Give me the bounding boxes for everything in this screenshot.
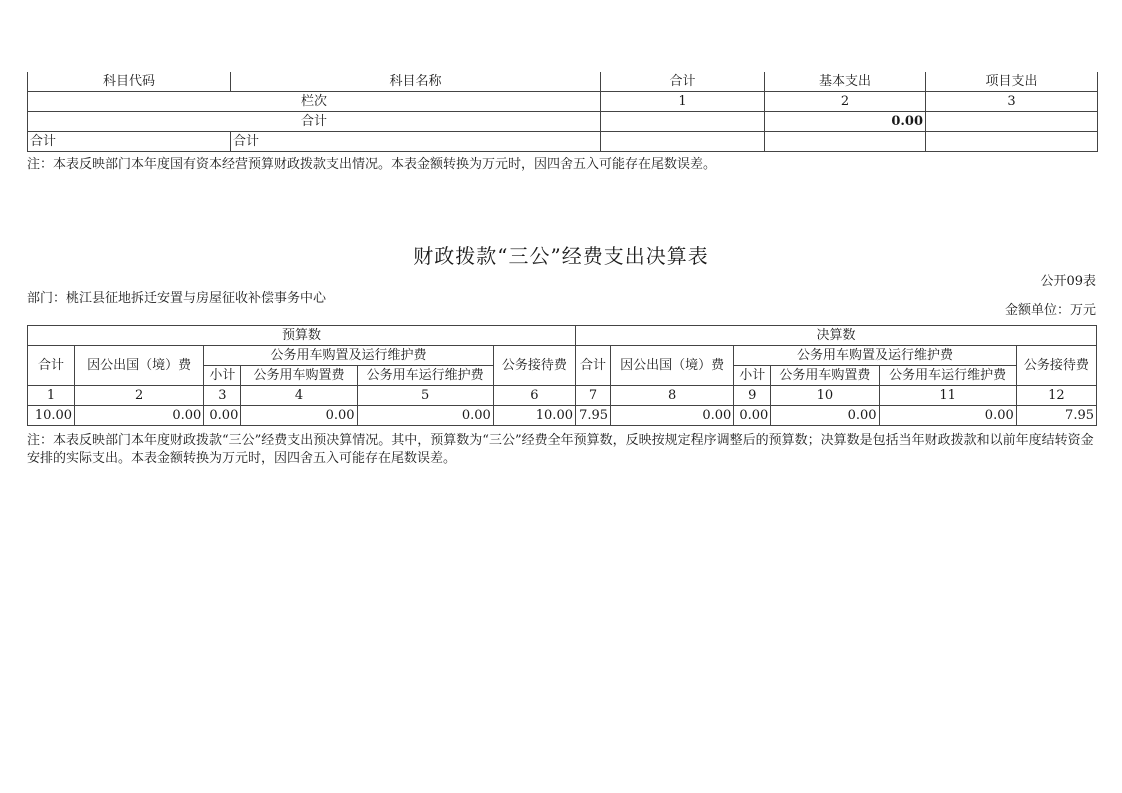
form-code: 公开09表 (1040, 274, 1096, 289)
main-table-note: 注：本表反映部门本年度财政拨款“三公”经费支出预决算情况。其中，预算数为“三公”经费全年预算数，反映按规定程序调整后的预算数；决算数是包括当年财政拨款和以前年度结转资金安排的实际支出。本表金额转换为万元时，因四舍五入可能存在尾数误差。 (27, 433, 1094, 466)
value-cell: 7.95 (1016, 406, 1096, 426)
value-cell: 0.00 (204, 406, 241, 426)
final-vehicle-purchase-header: 公务用车购置费 (771, 366, 879, 386)
total-amount (601, 112, 765, 132)
index-cell: 10 (771, 386, 879, 406)
value-cell: 7.95 (575, 406, 610, 426)
value-cell: 0.00 (771, 406, 879, 426)
amount-unit-label: 金额单位：万元 (1004, 303, 1096, 318)
column-index-label: 栏次 (28, 92, 601, 112)
index-cell: 7 (575, 386, 610, 406)
column-index-2: 2 (765, 92, 926, 112)
value-row (28, 406, 1097, 426)
budget-reception-header: 公务接待费 (493, 346, 575, 386)
final-reception-header: 公务接待费 (1016, 346, 1096, 386)
value-cell: 0.00 (879, 406, 1016, 426)
table-row (28, 132, 1098, 152)
value-cell: 0.00 (357, 406, 493, 426)
index-cell: 1 (28, 386, 75, 406)
budget-abroad-header: 因公出国（境）费 (75, 346, 204, 386)
final-group-header: 决算数 (575, 326, 1096, 346)
header-subject-name: 科目名称 (231, 72, 601, 92)
header-total: 合计 (601, 72, 765, 92)
value-cell: 0.00 (241, 406, 357, 426)
total-label: 合计 (28, 112, 601, 132)
index-cell: 2 (75, 386, 204, 406)
three-public-expenses-table (27, 325, 1097, 426)
row-subject-code: 合计 (28, 132, 231, 152)
index-cell: 9 (734, 386, 771, 406)
department-label: 部门：桃江县征地拆迁安置与房屋征收补偿事务中心 (27, 291, 327, 306)
row-basic (765, 132, 926, 152)
page-title: 财政拨款“三公”经费支出决算表 (413, 244, 709, 268)
total-row (28, 112, 1098, 132)
total-basic-amount: 0.00 (765, 112, 926, 132)
budget-vehicle-header: 公务用车购置及运行维护费 (204, 346, 494, 366)
index-cell: 3 (204, 386, 241, 406)
table-header-row (28, 72, 1098, 92)
index-cell: 8 (611, 386, 734, 406)
index-row (28, 386, 1097, 406)
row-total (601, 132, 765, 152)
value-cell: 10.00 (28, 406, 75, 426)
sub-header-row (28, 346, 1097, 366)
capital-budget-table (27, 72, 1098, 152)
value-cell: 0.00 (611, 406, 734, 426)
row-project (926, 132, 1098, 152)
column-index-3: 3 (926, 92, 1098, 112)
budget-subtotal-header: 小计 (204, 366, 241, 386)
final-vehicle-operation-header: 公务用车运行维护费 (879, 366, 1016, 386)
header-subject-code: 科目代码 (28, 72, 231, 92)
index-cell: 6 (493, 386, 575, 406)
budget-group-header: 预算数 (28, 326, 576, 346)
column-index-1: 1 (601, 92, 765, 112)
final-abroad-header: 因公出国（境）费 (611, 346, 734, 386)
value-cell: 0.00 (734, 406, 771, 426)
index-cell: 12 (1016, 386, 1096, 406)
total-project-amount (926, 112, 1098, 132)
value-cell: 0.00 (75, 406, 204, 426)
final-subtotal-header: 小计 (734, 366, 771, 386)
final-total-header: 合计 (575, 346, 610, 386)
index-cell: 11 (879, 386, 1016, 406)
index-cell: 4 (241, 386, 357, 406)
row-subject-name: 合计 (231, 132, 601, 152)
top-table-note: 注：本表反映部门本年度国有资本经营预算财政拨款支出情况。本表金额转换为万元时，因四舍五入可能存在尾数误差。 (27, 157, 717, 172)
group-header-row (28, 326, 1097, 346)
final-vehicle-header: 公务用车购置及运行维护费 (734, 346, 1016, 366)
budget-vehicle-operation-header: 公务用车运行维护费 (357, 366, 493, 386)
budget-vehicle-purchase-header: 公务用车购置费 (241, 366, 357, 386)
budget-total-header: 合计 (28, 346, 75, 386)
value-cell: 10.00 (493, 406, 575, 426)
column-index-row (28, 92, 1098, 112)
index-cell: 5 (357, 386, 493, 406)
header-project-expense: 项目支出 (926, 72, 1098, 92)
header-basic-expense: 基本支出 (765, 72, 926, 92)
